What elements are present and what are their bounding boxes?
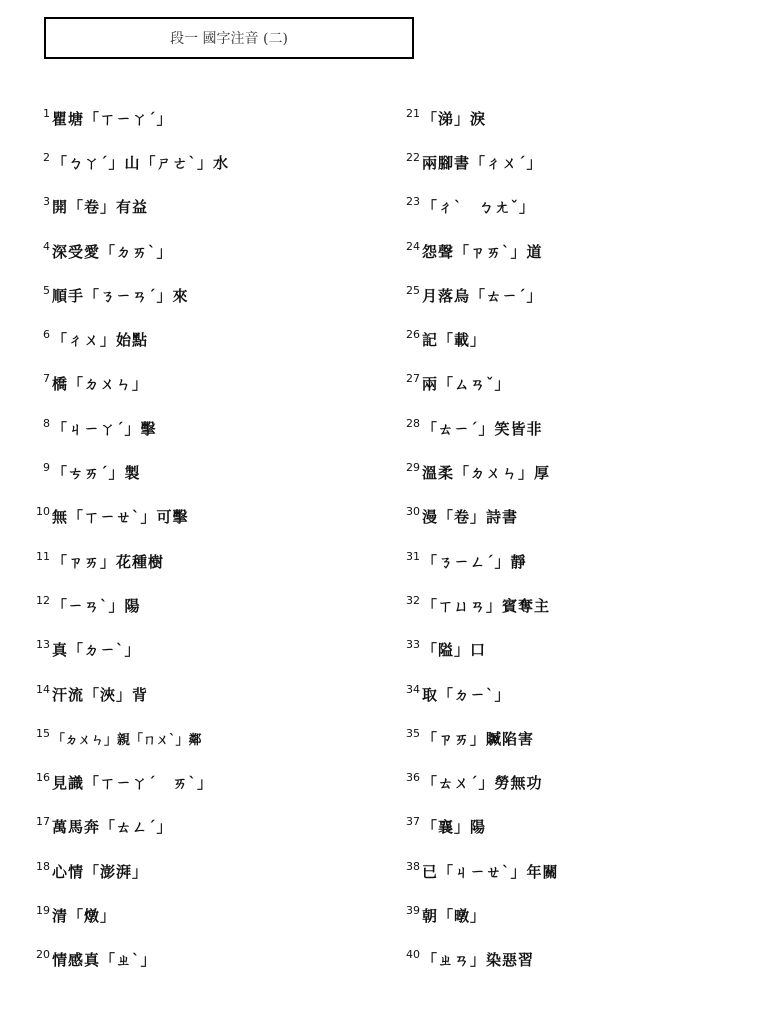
question-text: 「ㄐㄧㄚˊ」擊 — [52, 419, 157, 438]
question-item — [28, 716, 388, 760]
question-item — [398, 96, 758, 140]
question-number: 18 — [36, 859, 50, 873]
question-number: 20 — [36, 948, 50, 962]
question-text: 開「卷」有益 — [52, 198, 149, 217]
question-item — [398, 716, 758, 760]
question-text: 漫「卷」詩書 — [422, 508, 519, 527]
question-number: 27 — [406, 372, 420, 386]
question-number: 12 — [36, 593, 50, 607]
question-text: 真「ㄉㄧˋ」 — [52, 641, 141, 660]
question-column-left — [28, 96, 388, 982]
question-number: 29 — [406, 461, 420, 475]
question-item — [398, 583, 758, 627]
question-text: 「ㄉㄨㄣ」親「ㄇㄨˋ」鄰 — [52, 732, 202, 748]
question-number: 40 — [406, 948, 420, 962]
question-text: 「ㄅㄚˊ」山「ㄕㄜˋ」水 — [52, 153, 230, 172]
question-item — [28, 938, 388, 982]
question-item — [28, 450, 388, 494]
question-item — [398, 539, 758, 583]
question-number: 34 — [406, 682, 420, 696]
question-text: 「ㄊㄧˊ」笑皆非 — [422, 419, 543, 438]
question-text: 怨聲「ㄗㄞˋ」道 — [422, 242, 543, 261]
question-text: 「ㄋㄧㄥˊ」靜 — [422, 552, 527, 571]
question-number: 22 — [406, 150, 420, 164]
question-number: 16 — [36, 771, 50, 785]
question-number: 19 — [36, 903, 50, 917]
question-item — [28, 539, 388, 583]
question-item — [398, 140, 758, 184]
question-column-right — [398, 96, 758, 982]
question-item — [28, 760, 388, 804]
question-number: 38 — [406, 859, 420, 873]
question-number: 25 — [406, 283, 420, 297]
question-number: 31 — [406, 549, 420, 563]
question-number: 36 — [406, 771, 420, 785]
question-number: 15 — [36, 726, 50, 740]
question-number: 4 — [43, 239, 50, 253]
question-item — [28, 805, 388, 849]
question-text: 「ㄘㄞˊ」製 — [52, 464, 141, 483]
question-item — [398, 185, 758, 229]
question-text: 汗流「浹」背 — [52, 685, 149, 704]
question-item — [28, 628, 388, 672]
question-item — [398, 495, 758, 539]
question-number: 8 — [43, 416, 50, 430]
question-text: 瞿塘「ㄒㄧㄚˊ」 — [52, 109, 173, 128]
question-text: 朝「暾」 — [422, 906, 487, 925]
question-item — [28, 96, 388, 140]
question-text: 「ㄒㄩㄢ」賓奪主 — [422, 596, 551, 615]
question-number: 39 — [406, 903, 420, 917]
question-text: 「ㄊㄨˊ」勞無功 — [422, 774, 543, 793]
question-text: 兩腳書「ㄔㄨˊ」 — [422, 153, 543, 172]
question-text: 「ㄔˋ ㄅㄤˇ」 — [422, 198, 536, 217]
question-item — [398, 628, 758, 672]
page-title: 段一 國字注音 (二) — [44, 17, 414, 59]
question-item — [28, 185, 388, 229]
question-text: 取「ㄉㄧˋ」 — [422, 685, 511, 704]
question-text: 深受愛「ㄉㄞˋ」 — [52, 242, 173, 261]
question-item — [398, 849, 758, 893]
question-number: 17 — [36, 815, 50, 829]
question-number: 28 — [406, 416, 420, 430]
question-number: 11 — [36, 549, 50, 563]
question-number: 10 — [36, 505, 50, 519]
question-item — [28, 362, 388, 406]
question-text: 萬馬奔「ㄊㄥˊ」 — [52, 818, 173, 837]
question-number: 33 — [406, 638, 420, 652]
question-item — [398, 406, 758, 450]
question-text: 記「載」 — [422, 331, 487, 350]
question-text: 「涕」淚 — [422, 109, 487, 128]
question-text: 「ㄔㄨ」始點 — [52, 331, 149, 350]
question-number: 35 — [406, 726, 420, 740]
question-number: 2 — [43, 150, 50, 164]
question-item — [398, 760, 758, 804]
question-item — [28, 849, 388, 893]
question-number: 5 — [43, 283, 50, 297]
question-number: 7 — [43, 372, 50, 386]
question-text: 見識「ㄒㄧㄚˊ ㄞˋ」 — [52, 774, 214, 793]
question-item — [398, 938, 758, 982]
question-item — [398, 893, 758, 937]
question-number: 1 — [43, 106, 50, 120]
question-item — [28, 583, 388, 627]
question-item — [28, 317, 388, 361]
question-item — [28, 229, 388, 273]
question-item — [398, 805, 758, 849]
question-item — [398, 362, 758, 406]
question-item — [398, 672, 758, 716]
question-number: 32 — [406, 593, 420, 607]
question-item — [28, 273, 388, 317]
question-text: 清「燉」 — [52, 906, 117, 925]
question-text: 「隘」口 — [422, 641, 487, 660]
question-text: 橋「ㄉㄨㄣ」 — [52, 375, 149, 394]
question-item — [28, 406, 388, 450]
question-text: 「ㄗㄞ」花種樹 — [52, 552, 165, 571]
question-text: 月落烏「ㄊㄧˊ」 — [422, 286, 543, 305]
question-number: 6 — [43, 328, 50, 342]
question-text: 「ㄧㄢˋ」陽 — [52, 596, 141, 615]
question-item — [398, 317, 758, 361]
question-number: 21 — [406, 106, 420, 120]
question-text: 心情「澎湃」 — [52, 862, 149, 881]
question-item — [398, 273, 758, 317]
question-number: 14 — [36, 682, 50, 696]
question-item — [28, 893, 388, 937]
question-item — [28, 495, 388, 539]
question-text: 已「ㄐㄧㄝˋ」年關 — [422, 862, 559, 881]
question-number: 3 — [43, 195, 50, 209]
question-number: 24 — [406, 239, 420, 253]
question-number: 37 — [406, 815, 420, 829]
question-item — [398, 450, 758, 494]
question-number: 26 — [406, 328, 420, 342]
question-item — [28, 140, 388, 184]
question-text: 無「ㄒㄧㄝˋ」可擊 — [52, 508, 189, 527]
question-text: 兩「ㄙㄢˇ」 — [422, 375, 511, 394]
question-number: 13 — [36, 638, 50, 652]
question-number: 9 — [43, 461, 50, 475]
question-text: 「ㄗㄞ」贓陷害 — [422, 729, 535, 748]
question-number: 30 — [406, 505, 420, 519]
question-text: 「ㄓㄢ」染惡習 — [422, 951, 535, 970]
question-text: 情感真「ㄓˋ」 — [52, 951, 157, 970]
question-text: 「襄」陽 — [422, 818, 487, 837]
question-number: 23 — [406, 195, 420, 209]
question-item — [28, 672, 388, 716]
question-item — [398, 229, 758, 273]
question-text: 順手「ㄋㄧㄢˊ」來 — [52, 286, 189, 305]
question-text: 溫柔「ㄉㄨㄣ」厚 — [422, 464, 551, 483]
